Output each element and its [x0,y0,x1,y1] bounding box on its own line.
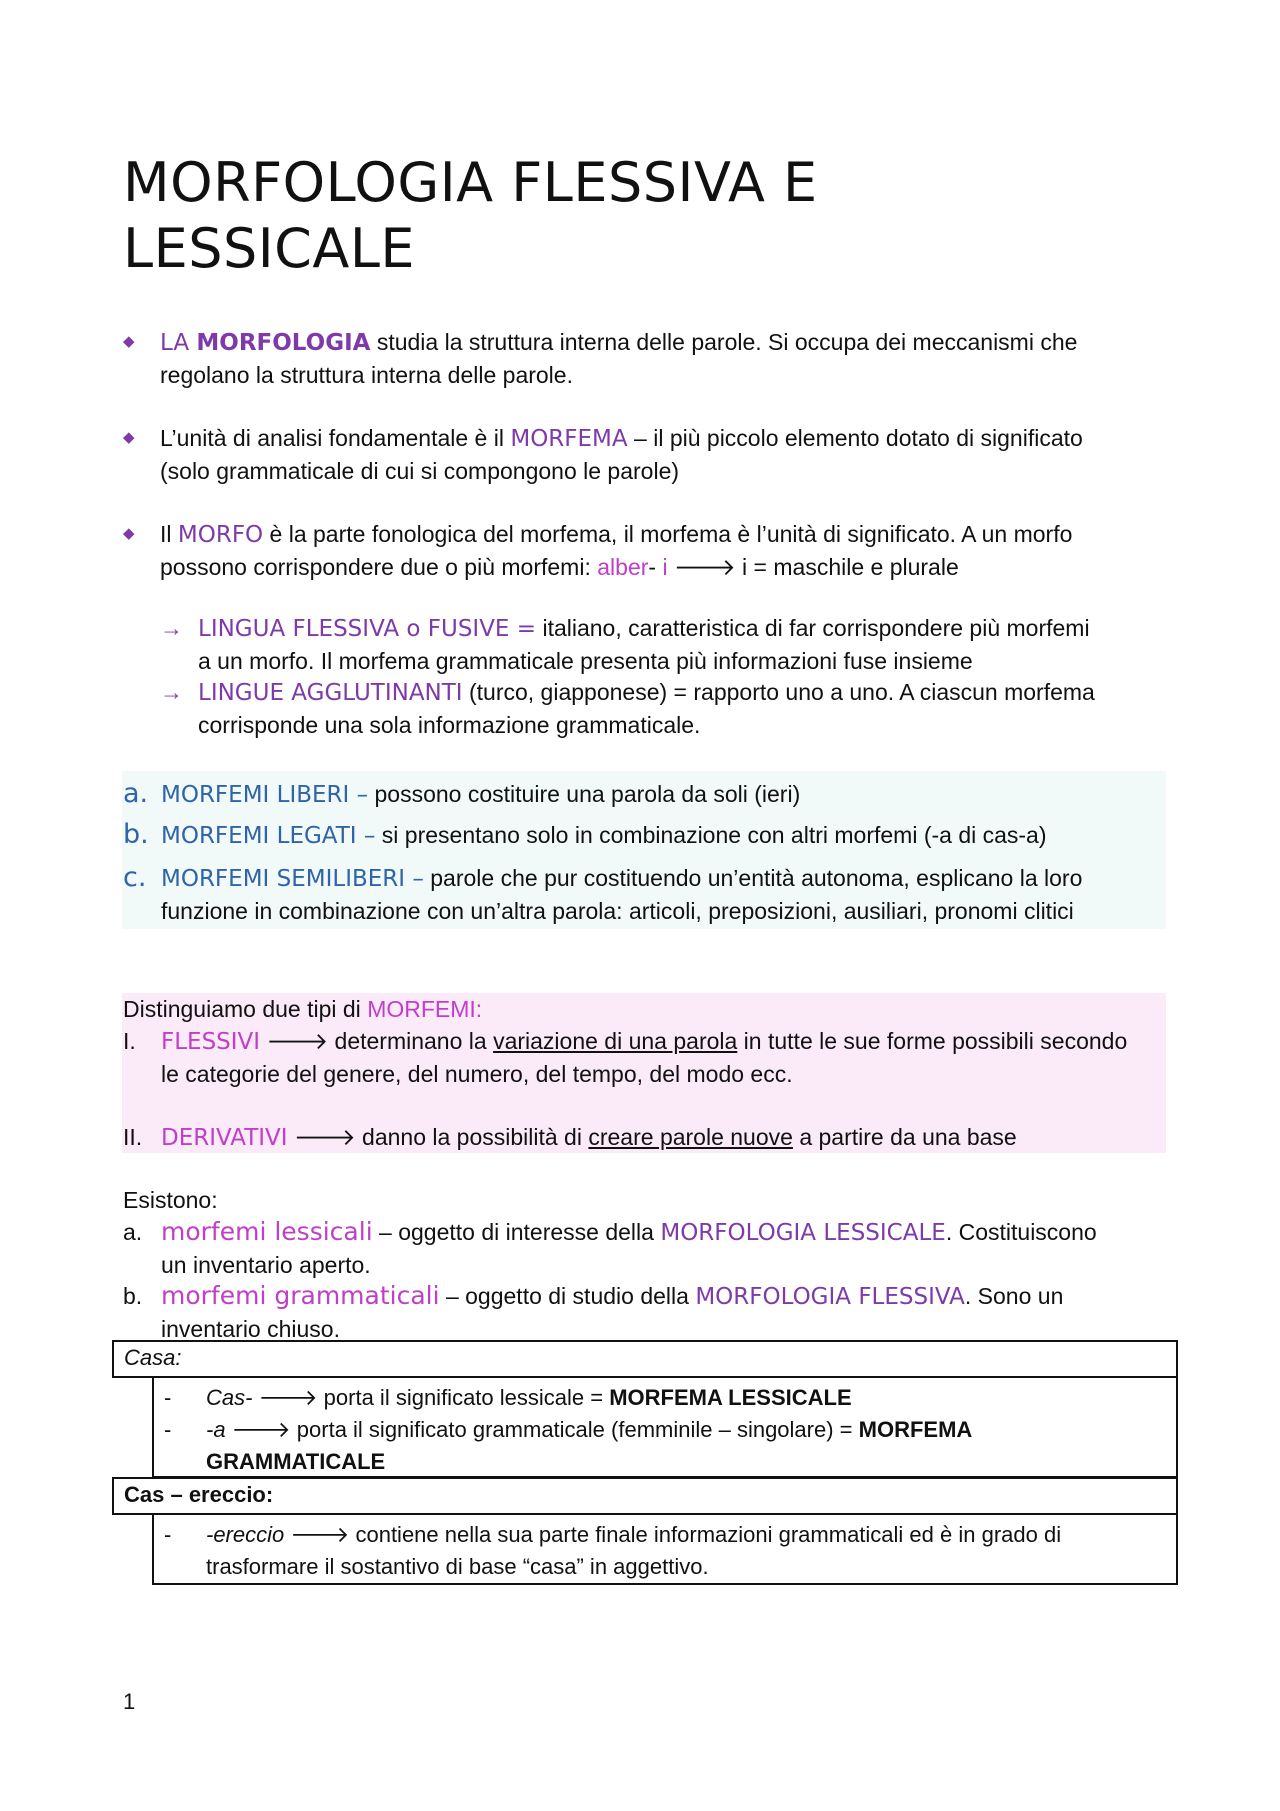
bullet-item [123,422,1163,487]
morfemi-type-item [123,862,1163,927]
highlight-term: MORFEMA [510,426,628,452]
row-text: 🡒 porta il significato lessicale = [252,1385,610,1410]
bullet-text: studia la struttura interna delle parole. Si occupa dei meccanismi che [370,329,1078,355]
bullet-text: 🡒 i = maschile e plurale [667,554,959,580]
bullet-text: Il [160,521,178,547]
highlight-term-bold: MORFOLOGIA [196,330,371,356]
list-text: . Sono un [964,1283,1064,1309]
arrow-text: (turco, giapponese) = rapporto uno a uno. A ciascun morfema [462,679,1095,705]
dash-marker: - [164,1417,172,1442]
esistono-intro: Esistono: [123,1187,218,1213]
table-header-casa [112,1340,1178,1378]
list-text-line2: inventario chiuso. [161,1316,340,1342]
bullet-text: è la parte fonologica del morfema, il morfema è l’unità di significato. A un morfo [263,521,1073,547]
title-line-2: LESSICALE [123,217,416,280]
title-line-1: MORFOLOGIA FLESSIVA E [123,151,818,214]
bullet-text-line2: regolano la struttura interna delle parole. [160,362,573,388]
row-text: 🡒 porta il significato grammaticale (femminile – singolare) = [225,1417,859,1442]
bullet-item [123,518,1163,583]
list-text: si presentano solo in combinazione con altri morfemi (-a di cas-a) [375,822,1047,848]
arrow-text-line2: corrisponde una sola informazione grammaticale. [198,712,701,738]
esistono-item [123,1280,1163,1345]
highlight-term: MORFEMI LIBERI – [161,782,369,808]
esistono-item [123,1216,1163,1281]
list-marker: I. [123,1028,136,1054]
diamond-bullet-icon: ◆ [123,333,135,350]
list-marker: c. [123,862,147,893]
diamond-bullet-icon: ◆ [123,525,135,542]
morfemi-type-item [123,819,1163,852]
highlight-term: MORFOLOGIA LESSICALE [660,1220,946,1246]
list-text: . Costituiscono [945,1219,1097,1245]
table-header-casereccio [112,1477,1178,1515]
arrow-item [160,676,1170,741]
list-marker: b. [123,819,149,850]
bullet-item [123,326,1163,391]
row-text: 🡒 contiene nella sua parte finale informazioni grammaticali ed è in grado di [284,1522,1062,1547]
bullet-text-line2: possono corrispondere due o più morfemi: [160,554,598,580]
highlight-term: LA [160,330,197,356]
table-body-casa [152,1376,1178,1478]
list-text: 🡒 danno la possibilità di [287,1124,589,1150]
distinguiamo-item [123,1025,1163,1090]
highlight-term: FLESSIVI [161,1029,261,1055]
row-bold: MORFEMA LESSICALE [609,1385,852,1410]
distinguiamo-intro [123,993,482,1025]
list-marker: b. [123,1283,143,1309]
highlight-term: MORFOLOGIA FLESSIVA [695,1284,965,1310]
arrow-text: italiano, caratteristica di far corrispondere più morfemi [536,615,1090,641]
bullet-text-line2: (solo grammaticale di cui si compongono le parole) [160,458,680,484]
table-row [154,1519,1176,1583]
example-morph: i [662,554,668,580]
table-body-casereccio [152,1513,1178,1585]
row-bold: MORFEMA [858,1417,973,1442]
morfemi-type-item [123,778,1163,811]
list-text: parole che pur costituendo un’entità autonoma, esplicano la loro [423,865,1083,891]
list-text: – oggetto di interesse della [372,1219,661,1245]
page-title [123,150,1023,282]
list-text: – oggetto di studio della [439,1283,696,1309]
diamond-bullet-icon: ◆ [123,429,135,446]
row-bold-line2: GRAMMATICALE [206,1449,386,1474]
table-row [154,1382,1176,1414]
table-header-label: Cas – ereccio: [124,1482,274,1507]
highlight-term: MORFEMI: [367,996,483,1022]
list-text: in tutte le sue forme possibili secondo [737,1028,1128,1054]
page-number: 1 [123,1689,136,1714]
arrow-bullet-icon: → [160,679,183,705]
list-text-line2: le categorie del genere, del numero, del tempo, del modo ecc. [161,1061,793,1087]
list-text-line2: un inventario aperto. [161,1252,371,1278]
list-marker: a. [123,1219,143,1245]
highlight-term: MORFO [177,522,264,548]
bullet-text: L’unità di analisi fondamentale è il [160,425,511,451]
arrow-bullet-icon: → [160,615,183,641]
list-text: a partire da una base [792,1124,1017,1150]
dash-marker: - [164,1385,172,1410]
highlight-term: morfemi lessicali [161,1217,373,1246]
list-marker: II. [123,1124,143,1150]
arrow-text-line2: a un morfo. Il morfema grammaticale presenta più informazioni fuse insieme [198,648,973,674]
arrow-item [160,612,1170,677]
dash-marker: - [164,1522,172,1547]
highlight-term: MORFEMI LEGATI – [161,823,376,849]
bullet-text: – il più piccolo elemento dotato di significato [627,425,1083,451]
row-text-line2: trasformare il sostantivo di base “casa” in aggettivo. [206,1554,709,1579]
distinguiamo-item [123,1121,1163,1154]
highlight-term: MORFEMI SEMILIBERI – [161,866,424,892]
underlined-text: variazione di una parola [493,1028,738,1054]
separator: - [648,554,663,580]
list-marker: a. [123,778,149,809]
highlight-term: DERIVATIVI [161,1125,288,1151]
intro-text: Distinguiamo due tipi di [123,996,368,1022]
list-text: 🡒 determinano la [260,1028,494,1054]
morph-italic: -a [206,1417,226,1442]
highlight-term: LINGUE AGGLUTINANTI [198,680,463,706]
morph-italic: -ereccio [206,1522,285,1547]
table-row [154,1414,1176,1478]
table-header-label: Casa: [124,1345,182,1370]
list-text-line2: funzione in combinazione con un’altra parola: articoli, preposizioni, ausiliari, pronomi clitici [161,898,1074,924]
list-text: possono costituire una parola da soli (ieri) [368,781,801,807]
highlight-term: LINGUA FLESSIVA o FUSIVE = [198,616,537,642]
underlined-text: creare parole nuove [588,1124,793,1150]
morph-italic: Cas- [206,1385,253,1410]
highlight-term: morfemi grammaticali [161,1281,440,1310]
example-morph: alber [597,554,649,580]
